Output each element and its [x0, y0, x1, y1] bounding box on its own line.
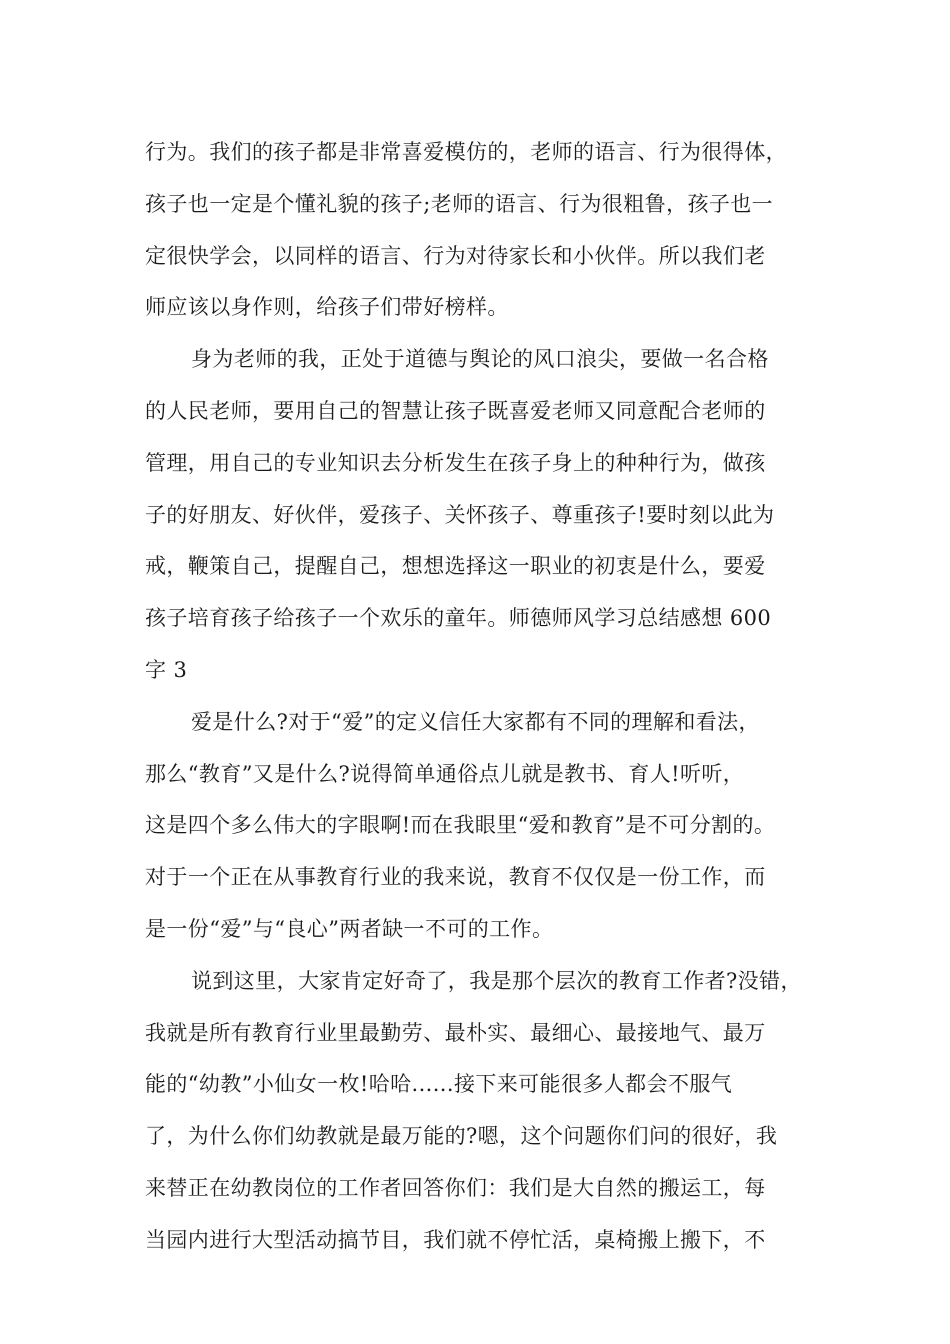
text-line: 定很快学会，以同样的语言、行为对待家长和小伙伴。所以我们老 [145, 243, 766, 268]
paragraph-3 [145, 697, 825, 956]
text-line: 子的好朋友、好伙伴，爱孩子、关怀孩子、尊重孩子!要时刻以此为 [145, 502, 775, 527]
text-line: 当园内进行大型活动搞节目，我们就不停忙活，桌椅搬上搬下，不 [145, 1227, 766, 1252]
text-line: 我就是所有教育行业里最勤劳、最朴实、最细心、最接地气、最万 [145, 1020, 766, 1045]
text-line: 说到这里，大家肯定好奇了，我是那个层次的教育工作者?没错， [191, 968, 802, 993]
text-line: 戒，鞭策自己，提醒自己，想想选择这一职业的初衷是什么，要爱 [145, 554, 766, 579]
text-line: 对于一个正在从事教育行业的我来说，教育不仅仅是一份工作，而 [145, 865, 766, 890]
text-line: 管理，用自己的专业知识去分析发生在孩子身上的种种行为，做孩 [145, 450, 766, 475]
text-line: 的人民老师，要用自己的智慧让孩子既喜爱老师又同意配合老师的 [145, 398, 766, 423]
text-line: 孩子也一定是个懂礼貌的孩子;老师的语言、行为很粗鲁，孩子也一 [145, 191, 774, 216]
text-line: 身为老师的我，正处于道德与舆论的风口浪尖，要做一名合格 [191, 347, 769, 372]
text-line: 这是四个多么伟大的字眼啊!而在我眼里“爱和教育”是不可分割的。 [145, 813, 776, 838]
text-line: 行为。我们的孩子都是非常喜爱模仿的，老师的语言、行为很得体， [145, 140, 787, 164]
text-line: 爱是什么?对于“爱”的定义信任大家都有不同的理解和看法， [191, 709, 760, 734]
text-line: 来替正在幼教岗位的工作者回答你们：我们是大自然的搬运工，每 [145, 1175, 766, 1200]
document-body [145, 127, 825, 1267]
text-line: 那么“教育”又是什么?说得简单通俗点儿就是教书、育人!听听， [145, 761, 745, 786]
text-line: 师应该以身作则，给孩子们带好榜样。 [145, 295, 509, 320]
text-line: 了，为什么你们幼教就是最万能的?嗯，这个问题你们问的很好，我 [145, 1124, 778, 1149]
paragraph-1 [145, 127, 825, 334]
text-line: 能的“幼教”小仙女一枚!哈哈......接下来可能很多人都会不服气 [145, 1072, 733, 1097]
paragraph-4 [145, 956, 825, 1267]
text-line: 是一份“爱”与“良心”两者缺一不可的工作。 [145, 916, 554, 941]
text-line: 孩子培育孩子给孩子一个欢乐的童年。师德师风学习总结感想 600 [145, 606, 772, 631]
text-line: 字 3 [145, 657, 188, 682]
paragraph-2 [145, 334, 825, 697]
